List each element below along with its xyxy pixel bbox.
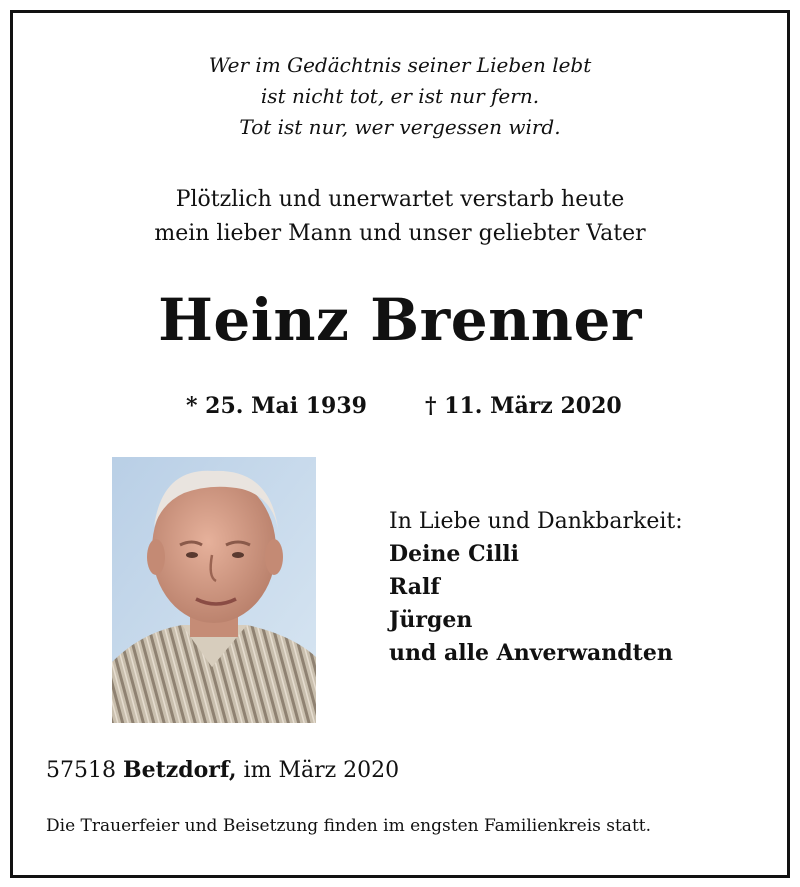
mourner-name: Ralf (389, 574, 440, 600)
thanks-heading: In Liebe und Dankbarkeit: (389, 509, 683, 534)
mourner-name: und alle Anverwandten (389, 640, 673, 666)
intro-line: Plötzlich und unerwartet verstarb heute (175, 187, 625, 212)
funeral-note: Die Trauerfeier und Beisetzung finden im engsten Familienkreis statt. (46, 816, 652, 836)
postal-code: 57518 (46, 758, 116, 783)
quote-line: Tot ist nur, wer vergessen wird. (239, 115, 561, 139)
intro-line: mein lieber Mann und unser geliebter Vater (154, 221, 646, 246)
announcement-text (0, 183, 800, 251)
mourner-name: Jürgen (389, 607, 473, 633)
quote-line: ist nicht tot, er ist nur fern. (260, 84, 540, 108)
memorial-quote (0, 50, 800, 143)
death-date: † 11. März 2020 (425, 393, 622, 419)
place-date-line (46, 757, 399, 783)
deceased-name: Heinz Brenner (158, 286, 642, 354)
place-date: im März 2020 (243, 758, 400, 783)
thanks-block (389, 505, 683, 670)
birth-date: * 25. Mai 1939 (186, 393, 367, 419)
quote-line: Wer im Gedächtnis seiner Lieben lebt (208, 53, 592, 77)
city: Betzdorf, (123, 757, 237, 783)
mourner-name: Deine Cilli (389, 541, 520, 567)
portrait-photo (112, 457, 316, 723)
